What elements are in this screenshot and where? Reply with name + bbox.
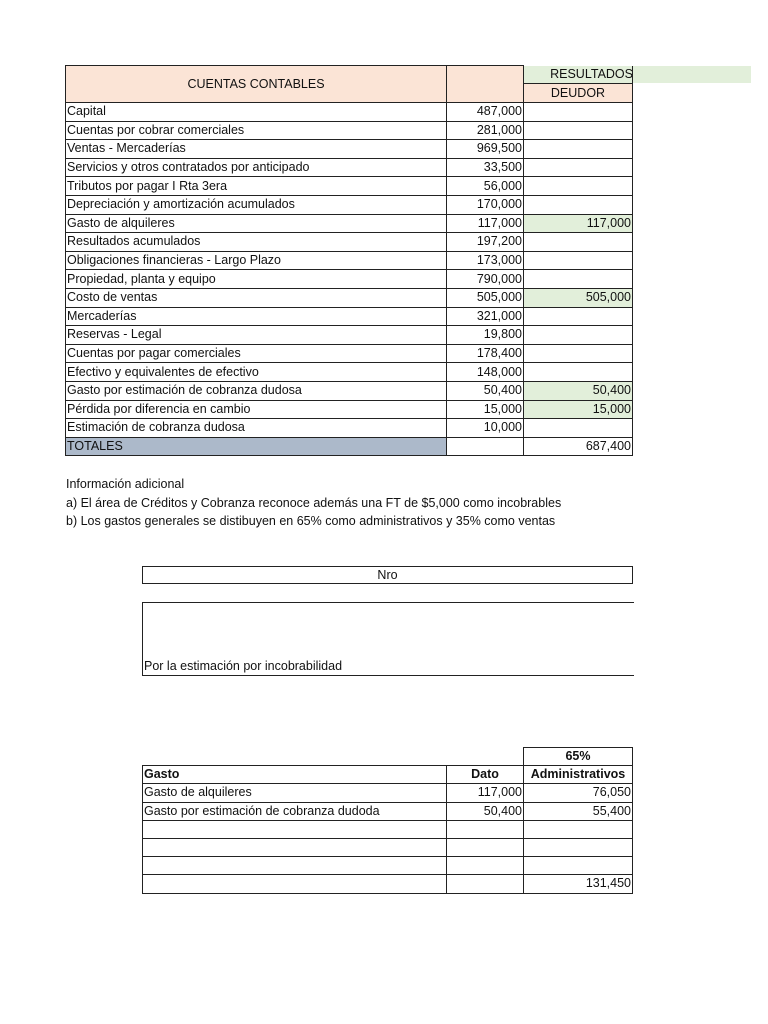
gasto-header[interactable]: Gasto	[143, 766, 447, 784]
info-title: Información adicional	[66, 477, 185, 491]
table-row	[66, 419, 633, 438]
administrativos-cell[interactable]: 76,050	[524, 784, 633, 802]
deudor-cell[interactable]	[524, 326, 633, 345]
deudor-header[interactable]: DEUDOR	[524, 84, 633, 103]
table-row	[66, 344, 633, 363]
account-amount[interactable]: 281,000	[447, 121, 524, 140]
account-amount[interactable]: 790,000	[447, 270, 524, 289]
deudor-cell[interactable]	[524, 233, 633, 252]
table-row	[66, 158, 633, 177]
deudor-cell[interactable]	[524, 419, 633, 438]
account-name[interactable]: Ventas - Mercaderías	[66, 140, 447, 159]
table-row	[66, 177, 633, 196]
totals-row	[66, 437, 633, 456]
deudor-cell[interactable]	[524, 195, 633, 214]
deudor-cell[interactable]	[524, 140, 633, 159]
gasto-cell[interactable]	[143, 857, 447, 875]
dato-cell[interactable]	[447, 838, 524, 856]
account-name[interactable]: Efectivo y equivalentes de efectivo	[66, 363, 447, 382]
administrativos-cell[interactable]	[524, 820, 633, 838]
total-gasto-cell[interactable]	[143, 875, 447, 893]
deudor-cell[interactable]	[524, 344, 633, 363]
administrativos-cell[interactable]: 55,400	[524, 802, 633, 820]
table-row	[143, 802, 633, 820]
deudor-cell[interactable]: 117,000	[524, 214, 633, 233]
expense-distribution-table	[142, 747, 633, 894]
total-dato-cell[interactable]	[447, 875, 524, 893]
account-name[interactable]: Depreciación y amortización acumulados	[66, 195, 447, 214]
percent-header[interactable]: 65%	[524, 748, 633, 766]
table-row	[66, 195, 633, 214]
table-row	[66, 326, 633, 345]
ledger-header-row	[66, 66, 633, 84]
table-row	[66, 140, 633, 159]
deudor-cell[interactable]	[524, 103, 633, 122]
journal-entry-description: Por la estimación por incobrabilidad	[144, 659, 343, 673]
total-administrativos-cell[interactable]: 131,450	[524, 875, 633, 893]
blank-cell	[447, 748, 524, 766]
deudor-cell[interactable]: 50,400	[524, 381, 633, 400]
info-line-a: a) El área de Créditos y Cobranza reconoce además una FT de $5,000 como incobrables	[66, 495, 562, 510]
account-name[interactable]: Capital	[66, 103, 447, 122]
account-amount[interactable]: 15,000	[447, 400, 524, 419]
account-amount[interactable]: 148,000	[447, 363, 524, 382]
table-row	[143, 838, 633, 856]
deudor-cell[interactable]	[524, 307, 633, 326]
deudor-cell[interactable]	[524, 270, 633, 289]
table-row	[143, 857, 633, 875]
ledger-table	[65, 65, 633, 456]
account-name[interactable]: Cuentas por pagar comerciales	[66, 344, 447, 363]
account-name[interactable]: Propiedad, planta y equipo	[66, 270, 447, 289]
account-name[interactable]: Resultados acumulados	[66, 233, 447, 252]
account-amount[interactable]: 505,000	[447, 288, 524, 307]
table-row	[66, 121, 633, 140]
dato-cell[interactable]: 117,000	[447, 784, 524, 802]
table-row	[66, 363, 633, 382]
account-name[interactable]: Costo de ventas	[66, 288, 447, 307]
account-name[interactable]: Mercaderías	[66, 307, 447, 326]
table-row	[66, 214, 633, 233]
account-name[interactable]: Tributos por pagar I Rta 3era	[66, 177, 447, 196]
table-row	[66, 251, 633, 270]
resultados-spacer[interactable]	[524, 66, 633, 84]
totals-label[interactable]: TOTALES	[66, 437, 447, 456]
account-amount[interactable]: 178,400	[447, 344, 524, 363]
account-amount[interactable]: 33,500	[447, 158, 524, 177]
totals-amount[interactable]	[447, 437, 524, 456]
table-row	[143, 784, 633, 802]
deudor-cell[interactable]	[524, 363, 633, 382]
account-name[interactable]: Gasto por estimación de cobranza dudosa	[66, 381, 447, 400]
account-name[interactable]: Obligaciones financieras - Largo Plazo	[66, 251, 447, 270]
resultados-header[interactable]: RESULTADOS	[550, 67, 633, 81]
gasto-cell[interactable]	[143, 820, 447, 838]
gasto-cell[interactable]	[143, 838, 447, 856]
account-amount[interactable]: 969,500	[447, 140, 524, 159]
account-name[interactable]: Pérdida por diferencia en cambio	[66, 400, 447, 419]
dato-cell[interactable]	[447, 820, 524, 838]
deudor-cell[interactable]: 15,000	[524, 400, 633, 419]
journal-entry-box[interactable]	[142, 602, 634, 676]
distribution-total-row	[143, 875, 633, 893]
deudor-cell[interactable]	[524, 158, 633, 177]
account-amount[interactable]: 170,000	[447, 195, 524, 214]
table-row	[66, 270, 633, 289]
account-amount[interactable]: 50,400	[447, 381, 524, 400]
table-row	[66, 381, 633, 400]
gasto-cell[interactable]: Gasto por estimación de cobranza dudoda	[143, 802, 447, 820]
account-amount[interactable]: 487,000	[447, 103, 524, 122]
deudor-cell[interactable]	[524, 251, 633, 270]
dato-cell[interactable]	[447, 857, 524, 875]
dato-cell[interactable]: 50,400	[447, 802, 524, 820]
account-amount[interactable]: 197,200	[447, 233, 524, 252]
administrativos-cell[interactable]	[524, 838, 633, 856]
totals-deudor[interactable]: 687,400	[524, 437, 633, 456]
table-row	[66, 288, 633, 307]
gasto-cell[interactable]: Gasto de alquileres	[143, 784, 447, 802]
deudor-cell[interactable]: 505,000	[524, 288, 633, 307]
table-row	[66, 233, 633, 252]
amount-header[interactable]	[447, 66, 524, 103]
account-amount[interactable]: 10,000	[447, 419, 524, 438]
account-name[interactable]: Cuentas por cobrar comerciales	[66, 121, 447, 140]
deudor-cell[interactable]	[524, 121, 633, 140]
account-amount[interactable]: 117,000	[447, 214, 524, 233]
distribution-header-row	[143, 766, 633, 784]
additional-info	[66, 475, 561, 531]
account-amount[interactable]: 321,000	[447, 307, 524, 326]
administrativos-header[interactable]: Administrativos	[524, 766, 633, 784]
accounts-header[interactable]: CUENTAS CONTABLES	[66, 66, 447, 103]
blank-cell	[143, 748, 447, 766]
journal-nro-header[interactable]: Nro	[142, 566, 633, 584]
account-name[interactable]: Estimación de cobranza dudosa	[66, 419, 447, 438]
table-row	[66, 307, 633, 326]
account-amount[interactable]: 173,000	[447, 251, 524, 270]
table-row	[66, 400, 633, 419]
dato-header[interactable]: Dato	[447, 766, 524, 784]
table-row	[66, 103, 633, 122]
info-line-b: b) Los gastos generales se distibuyen en 65% como administrativos y 35% como ventas	[66, 514, 556, 528]
account-name[interactable]: Reservas - Legal	[66, 326, 447, 345]
deudor-cell[interactable]	[524, 177, 633, 196]
account-amount[interactable]: 56,000	[447, 177, 524, 196]
account-amount[interactable]: 19,800	[447, 326, 524, 345]
account-name[interactable]: Gasto de alquileres	[66, 214, 447, 233]
administrativos-cell[interactable]	[524, 857, 633, 875]
table-row	[143, 820, 633, 838]
account-name[interactable]: Servicios y otros contratados por anticipado	[66, 158, 447, 177]
